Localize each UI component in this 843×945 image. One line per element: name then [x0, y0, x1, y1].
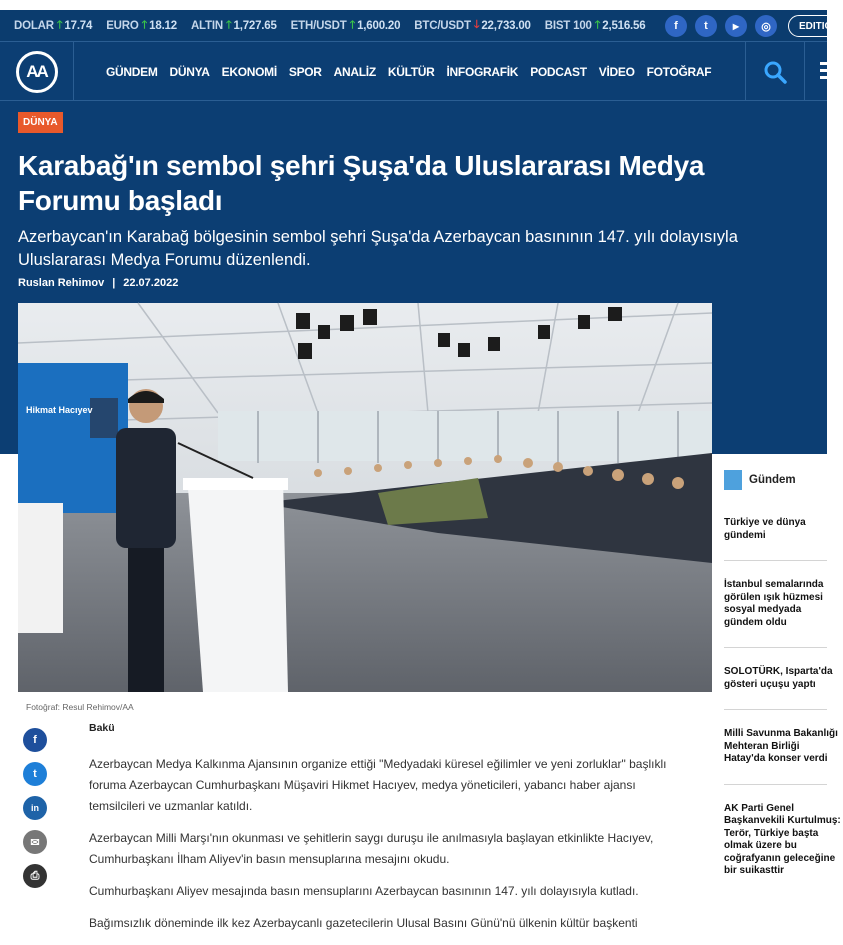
divider	[724, 709, 827, 710]
sidebar-news-item[interactable]: Milli Savunma Bakanlığı Mehteran Birliği Hatay'da konser verdi	[724, 728, 838, 764]
article-summary: Azerbaycan'ın Karabağ bölgesinin sembol şehri Şuşa'da Azerbaycan basınının 147. yılı dolayısıyla Uluslararası Medya Forumu düzenlendi.	[18, 228, 738, 269]
arrow-up-icon: 🡑	[225, 19, 232, 31]
share-linkedin-icon[interactable]: in	[23, 796, 47, 820]
ticker-value: 1,727.65	[233, 19, 277, 32]
dateline: Bakü	[89, 722, 115, 734]
market-ticker	[0, 10, 833, 41]
headline-line: Karabağ'ın sembol şehri Şuşa'da Uluslararası Medya	[18, 150, 705, 181]
paragraph: Azerbaycan Medya Kalkınma Ajansının organize ettiği "Medyadaki küresel eğilimler ve yeni zorluklar" başlıklı foruma Azerbaycan Cumhurbaşkanı Müşaviri Hikmet Hacıyev, medya yöneticileri, yabancı haber ajansı temsilcileri ve uzmanlar katıldı.	[89, 757, 667, 813]
ticker-altin[interactable]	[191, 16, 277, 35]
top-strip	[0, 0, 827, 10]
category-badge[interactable]: DÜNYA	[18, 112, 63, 133]
ticker-value: 17.74	[64, 19, 93, 32]
arrow-up-icon: 🡑	[56, 19, 63, 31]
menu-kultur[interactable]: KÜLTÜR	[387, 64, 435, 79]
speech-bubble-icon	[724, 470, 742, 490]
ticker-label: ALTIN	[190, 19, 223, 32]
ticker-euro[interactable]	[106, 16, 177, 35]
sidebar-news-item[interactable]: İstanbul semalarında görülen ışık hüzmesi sosyal medyada gündem oldu	[724, 579, 824, 628]
instagram-icon[interactable]: ◎	[755, 15, 777, 37]
divider	[724, 784, 827, 785]
headline-line: Forumu başladı	[18, 185, 223, 216]
facebook-icon[interactable]: f	[665, 15, 687, 37]
divider	[724, 647, 827, 648]
sidebar-news-item[interactable]: Türkiye ve dünya gündemi	[724, 517, 806, 541]
sidebar-gundem	[724, 470, 841, 896]
ticker-value: 22,733.00	[481, 19, 531, 32]
ticker-label: ETH/USDT	[290, 19, 347, 32]
menu-podcast[interactable]: PODCAST	[530, 64, 587, 79]
article-photo[interactable]	[18, 303, 712, 692]
share-buttons	[23, 728, 47, 898]
youtube-icon[interactable]: ▶	[725, 15, 747, 37]
paragraph: Cumhurbaşkanı Aliyev mesajında basın mensuplarını Azerbaycan basınının 147. yılı dolayısıyla kutladı.	[89, 884, 639, 898]
menu-spor[interactable]: SPOR	[288, 64, 322, 79]
search-button[interactable]	[745, 42, 805, 101]
paragraph: Azerbaycan Milli Marşı'nın okunması ve şehitlerin saygı duruşu ile anılmasıyla başlayan etkinlikte Hacıyev, Cumhurbaşkanı İlham Aliyev'in basın mensuplarına mesajını okudu.	[89, 831, 654, 866]
article-body	[89, 722, 689, 945]
edition-button[interactable]: EDITIO	[788, 15, 843, 37]
share-twitter-icon[interactable]: t	[23, 762, 47, 786]
ticker-eth[interactable]	[291, 16, 401, 35]
menu	[106, 42, 723, 101]
menu-video[interactable]: VİDEO	[598, 64, 635, 79]
byline	[18, 277, 178, 289]
menu-infografik[interactable]: İNFOGRAFİK	[446, 64, 519, 79]
sidebar-header	[724, 470, 827, 490]
screen-name-text: Hikmat Hacıyev	[26, 405, 93, 415]
ticker-label: BIST 100	[544, 19, 592, 32]
aa-logo[interactable]	[0, 42, 74, 101]
social-links	[665, 15, 785, 37]
print-icon[interactable]: ⎙	[23, 864, 47, 888]
arrow-down-icon: 🡓	[473, 19, 480, 31]
menu-ekonomi[interactable]: EKONOMİ	[221, 64, 277, 79]
main-nav	[0, 41, 827, 101]
ticker-label: EURO	[106, 19, 139, 32]
sidebar-news-item[interactable]: SOLOTÜRK, Isparta'da gösteri uçuşu yaptı	[724, 666, 833, 690]
ticker-dolar[interactable]	[14, 16, 92, 35]
ticker-label: BTC/USDT	[414, 19, 471, 32]
menu-dunya[interactable]: DÜNYA	[169, 64, 210, 79]
logo-mark: AA	[16, 51, 58, 93]
menu-icon[interactable]	[820, 62, 827, 83]
arrow-up-icon: 🡑	[349, 19, 356, 31]
share-email-icon[interactable]: ✉	[23, 830, 47, 854]
menu-fotograf[interactable]: FOTOĞRAF	[646, 64, 712, 79]
ticker-value: 1,600.20	[357, 19, 401, 32]
ticker-bist[interactable]	[545, 16, 646, 35]
divider	[724, 560, 827, 561]
sidebar-news-item[interactable]: AK Parti Genel Başkanvekili Kurtulmuş: Terör, Türkiye başta olmak üzere bu coğrafyanın geleceğine bir suikasttir	[724, 802, 841, 876]
ticker-value: 18.12	[149, 19, 177, 32]
search-icon	[763, 60, 787, 84]
ticker-value: 2,516.56	[602, 19, 646, 32]
sidebar-title[interactable]: Gündem	[749, 474, 796, 486]
arrow-up-icon: 🡑	[141, 19, 148, 31]
twitter-icon[interactable]: t	[695, 15, 717, 37]
photo-illustration	[18, 303, 712, 692]
photo-caption: Fotoğraf: Resul Rehimov/AA	[26, 702, 134, 712]
article-headline	[18, 148, 808, 218]
ticker-btc[interactable]	[414, 16, 530, 35]
arrow-up-icon: 🡑	[594, 19, 601, 31]
ticker-label: DOLAR	[14, 19, 54, 32]
share-facebook-icon[interactable]: f	[23, 728, 47, 752]
byline-separator: |	[112, 277, 116, 289]
menu-gundem[interactable]: GÜNDEM	[106, 64, 158, 79]
author-name[interactable]: Ruslan Rehimov	[18, 277, 105, 289]
paragraph: Bağımsızlık döneminde ilk kez Azerbaycanlı gazetecilerin Ulusal Basını Günü'nü ülkenin kültür başkenti	[89, 916, 638, 930]
menu-analiz[interactable]: ANALİZ	[333, 64, 376, 79]
publish-date: 22.07.2022	[123, 277, 179, 289]
